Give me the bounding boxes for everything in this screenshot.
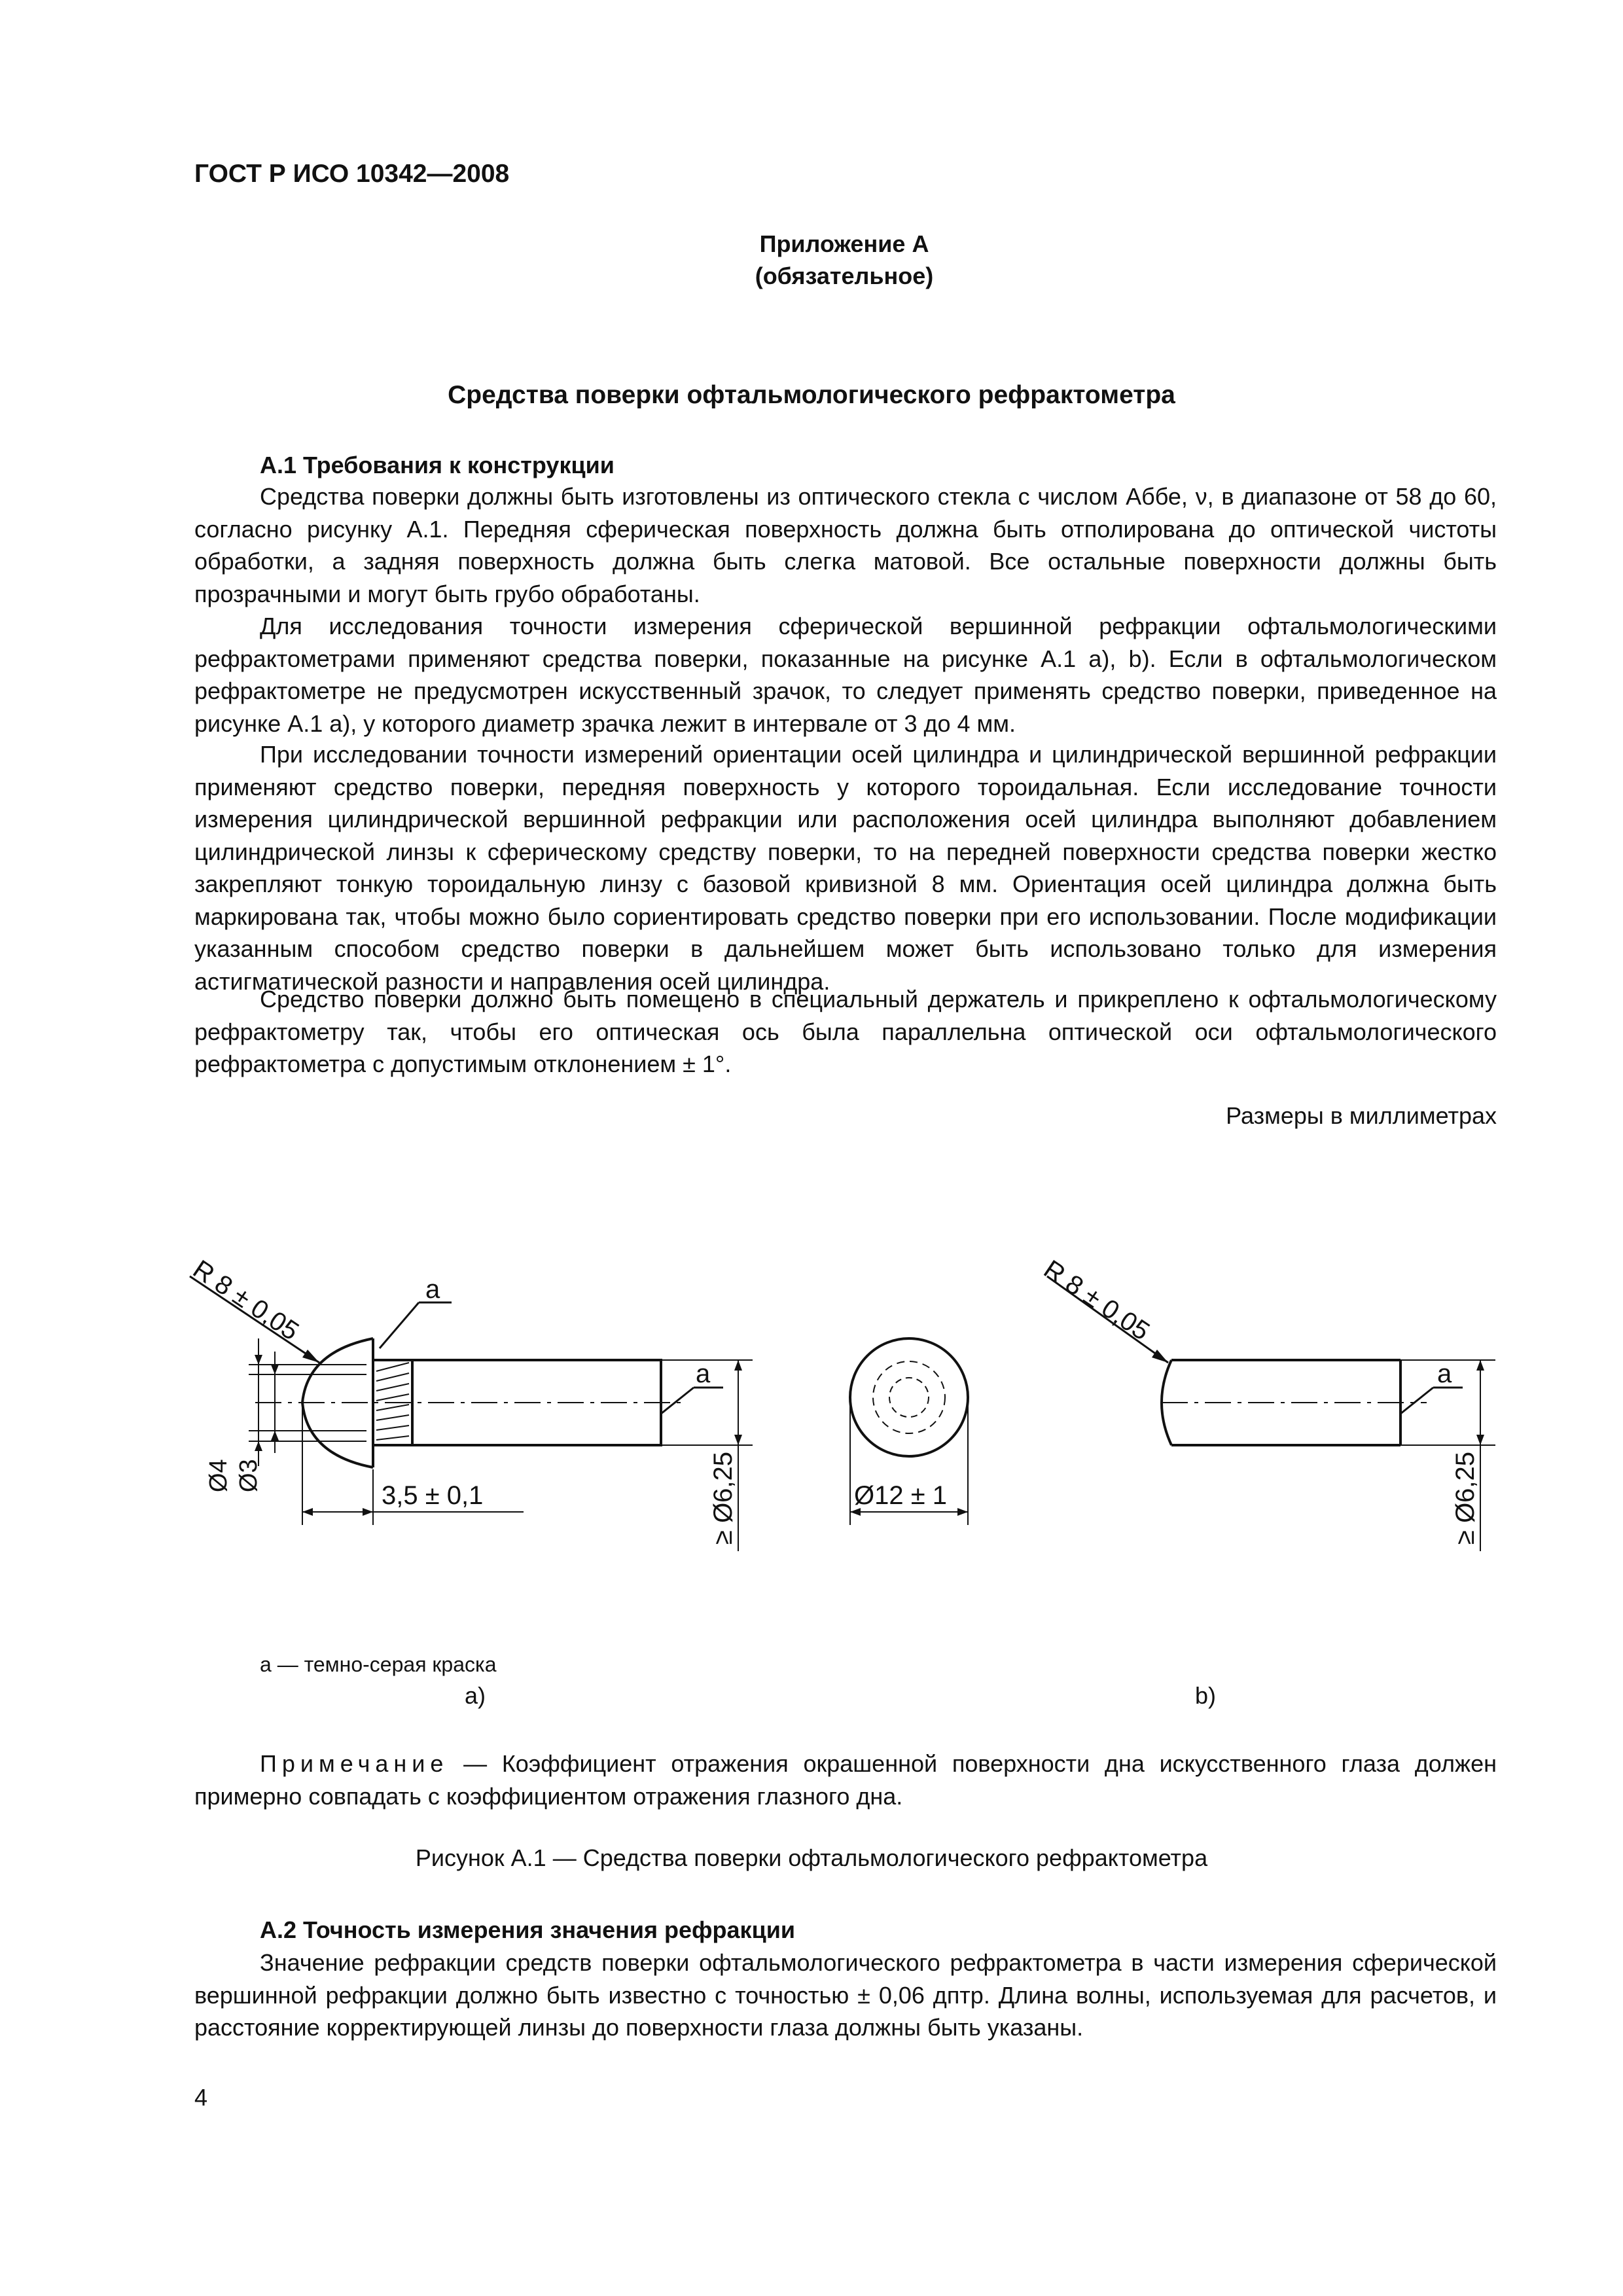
appendix-title: Приложение А [759, 230, 929, 257]
note-label: Примечание [260, 1750, 449, 1777]
figure-note [194, 1748, 1497, 1812]
note-text: — Коэффициент отражения окрашенной поверхности дна искусственного глаза должен примерно совпадать с коэффициентом отражения глазного дна. [194, 1750, 1497, 1810]
figure-legend: a — темно-серая краска [260, 1653, 497, 1676]
length-label: 3,5 ± 0,1 [382, 1481, 484, 1510]
dia625-label-b: ≥ Ø6,25 [1451, 1451, 1480, 1545]
paint-marker-label-a-top: a [425, 1275, 440, 1304]
document-id: ГОСТ Р ИСО 10342—2008 [194, 160, 510, 188]
appendix-heading [746, 228, 942, 292]
dia12-label: Ø12 ± 1 [854, 1481, 948, 1510]
section-a1-paragraph-3: При исследовании точности измерений ориентации осей цилиндра и цилиндрической вершинной рефракции применяют средство поверки, передняя поверхность у которого тороидальная. Если исследование точности измерения цилиндрической вершинной рефракции или расположения осей цилиндра выполняют добавлением цилиндрической линзы к сферическому средству поверки, то на передней поверхности средства поверки жестко закрепляют тонкую тороидальную линзу с базовой кривизной 8 мм. Ориентация осей цилиндра должна быть маркирована так, чтобы можно было сориентировать средство поверки при его использовании. После модификации указанным способом средство поверки в дальнейшем может быть использовано только для измерения астигматической разности и направления осей цилиндра. [194, 741, 1497, 995]
radius-label-b: R 8 ± 0,05 [1038, 1254, 1155, 1346]
figure-caption: Рисунок А.1 — Средства поверки офтальмологического рефрактометра [415, 1844, 1208, 1871]
appendix-status: (обязательное) [755, 262, 934, 289]
page-title: Средства поверки офтальмологического рефрактометра [448, 381, 1175, 409]
section-a1-paragraph-2: Для исследования точности измерения сферической вершинной рефракции офтальмологическими рефрактометрами применяют средства поверки, показанные на рисунке А.1 а), b). Если в офтальмологическом рефрактометре не предусмотрен искусственный зрачок, то следует применять средство поверки, приведенное на рисунке А.1 а), у которого диаметр зрачка лежит в интервале от 3 до 4 мм. [194, 613, 1497, 737]
units-note: Размеры в миллиметрах [1226, 1102, 1497, 1129]
front-view-pupil-outer [873, 1361, 945, 1433]
section-a1-paragraph-1: Средства поверки должны быть изготовлены из оптического стекла с числом Аббе, ν, в диапазоне от 58 до 60, согласно рисунку А.1. Передняя сферическая поверхность должна быть отполирована до оптической чистоты обработки, а задняя поверхность должна быть слегка матовой. Все остальные поверхности должны быть прозрачными и могут быть грубо обработаны. [194, 483, 1497, 607]
section-a1-heading: А.1 Требования к конструкции [260, 452, 615, 478]
subfigure-a-label: a) [465, 1682, 486, 1709]
front-view-pupil-inner [889, 1378, 929, 1417]
dia4-label: Ø4 [205, 1459, 232, 1492]
radius-label-a: R 8 ± 0,05 [187, 1254, 304, 1346]
front-view-outer-circle [850, 1338, 968, 1456]
dia625-label-a: ≥ Ø6,25 [709, 1451, 738, 1545]
section-a2-heading: А.2 Точность измерения значения рефракции [260, 1916, 795, 1943]
figure-drawing [0, 1211, 1623, 1617]
page-number: 4 [194, 2084, 208, 2111]
subfigure-b-label: b) [1195, 1682, 1217, 1709]
paint-marker-label-b: a [1437, 1359, 1452, 1388]
dia3-label: Ø3 [235, 1459, 262, 1492]
section-a2-paragraph: Значение рефракции средств поверки офтальмологического рефрактометра в части измерения сферической вершинной рефракции должно быть известно с точностью ± 0,06 дптр. Длина волны, используемая для расчетов, и расстояние корректирующей линзы до поверхности глаза должны быть указаны. [194, 1949, 1497, 2041]
section-a1-paragraph-4: Средство поверки должно быть помещено в специальный держатель и прикреплено к офтальмологическому рефрактометру так, чтобы его оптическая ось была параллельна оптической оси офтальмологического рефрактометра с допустимым отклонением ± 1°. [194, 986, 1497, 1077]
paint-marker-label-a-right: a [696, 1359, 711, 1388]
